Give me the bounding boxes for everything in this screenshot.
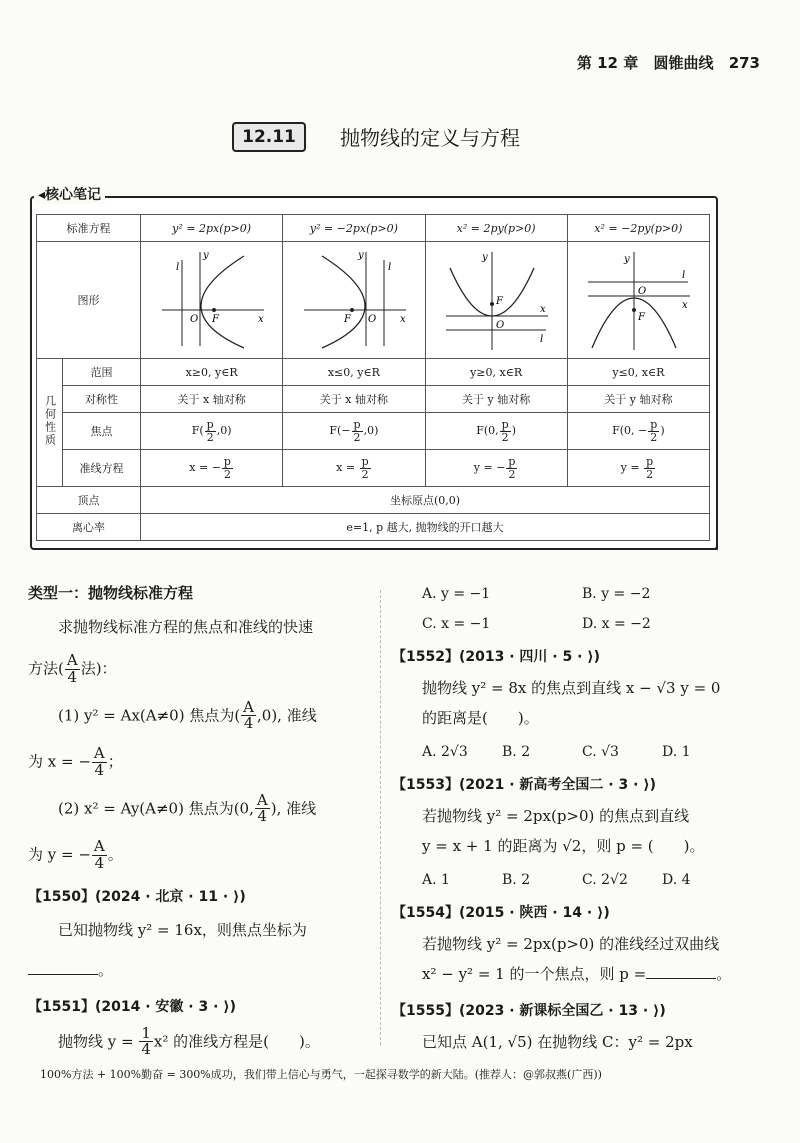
problem-1555-text-1: 已知点 A(1, √5) 在抛物线 C：y² = 2px <box>422 1033 693 1051</box>
option-b: B. 2 <box>502 744 531 760</box>
graph1-o-label: O <box>189 314 198 325</box>
type1-heading: 类型一：抛物线标准方程 <box>28 584 194 602</box>
type1-rule-1b: 为 x = − $\frac{A}{4}$ ； <box>28 744 123 779</box>
table-row-directrix <box>37 450 710 487</box>
graph-cell-3 <box>425 242 567 359</box>
problem-1552-options <box>422 744 772 760</box>
directrix-cell-3: y = − $\frac{p}{2}$ <box>425 450 567 487</box>
graph2-l-label: l <box>387 262 392 273</box>
row-label-directrix: 准线方程 <box>63 450 141 487</box>
focus-cell-1: F( $\frac{p}{2}$ ,0) <box>141 413 283 450</box>
graph3-l-label: l <box>540 334 544 345</box>
symmetry-cell-1: 关于 x 轴对称 <box>141 386 283 413</box>
problem-1551-options-row2 <box>422 616 772 632</box>
graph1-l-label: l <box>175 262 179 273</box>
graph4-y-label: y <box>624 254 631 265</box>
problem-1554-text-1: 若抛物线 y² = 2px(p>0) 的准线经过双曲线 <box>422 935 720 953</box>
range-cell-2: x≤0, y∈R <box>283 359 425 386</box>
vertex-cell: 坐标原点(0,0) <box>141 487 710 514</box>
problem-1552-text-1: 抛物线 y² = 8x 的焦点到直线 x − √3 y = 0 <box>422 679 721 697</box>
section-title: 抛物线的定义与方程 <box>340 126 520 150</box>
option-a: A. y = −1 <box>422 586 491 602</box>
page-number: 273 <box>728 54 760 72</box>
problem-1553-tag: 【1553】(2021 · 新高考全国二 · 3 · ⟩) <box>392 777 657 793</box>
chapter-number: 第 12 章 <box>576 54 639 72</box>
problem-1551-tag: 【1551】(2014 · 安徽 · 3 · ⟩) <box>28 998 237 1015</box>
equation-cell-1: y² = 2px(p>0) <box>141 215 283 242</box>
page-header <box>567 52 760 73</box>
graph4-x-label: x <box>682 300 689 311</box>
column-divider <box>380 590 381 1045</box>
directrix-cell-4: y = $\frac{p}{2}$ <box>567 450 709 487</box>
focus-cell-3: F(0, $\frac{p}{2}$ ) <box>425 413 567 450</box>
type1-intro-1: 求抛物线标准方程的焦点和准线的快速 <box>58 618 314 636</box>
option-b: B. 2 <box>502 872 531 888</box>
graph4-o-label: O <box>638 286 647 297</box>
problem-1552-text-2: 的距离是( )。 <box>422 709 539 727</box>
table-row-range <box>37 359 710 386</box>
graph-cell-2 <box>283 242 425 359</box>
eccentricity-cell: e=1, p 越大, 抛物线的开口越大 <box>141 514 710 541</box>
symmetry-cell-4: 关于 y 轴对称 <box>567 386 709 413</box>
option-d: D. 1 <box>662 744 691 760</box>
option-c: C. 2√2 <box>582 872 628 888</box>
row-label-ecc: 离心率 <box>37 514 141 541</box>
option-d: D. x = −2 <box>582 616 651 632</box>
problem-1553-options <box>422 872 772 888</box>
option-a: A. 2√3 <box>422 744 468 760</box>
range-cell-3: y≥0, x∈R <box>425 359 567 386</box>
geo-group-label: 几何性质 <box>37 359 63 487</box>
graph-cell-1 <box>141 242 283 359</box>
row-label-symmetry: 对称性 <box>63 386 141 413</box>
table-row-graph <box>37 242 710 359</box>
graph1-y-label: y <box>202 250 209 261</box>
table-row-focus <box>37 413 710 450</box>
option-c: C. √3 <box>582 744 619 760</box>
graph-cell-4 <box>567 242 709 359</box>
problem-1552-tag: 【1552】(2013 · 四川 · 5 · ⟩) <box>392 649 601 665</box>
answer-blank[interactable] <box>28 960 98 975</box>
table-row-symmetry <box>37 386 710 413</box>
parabola-properties-table <box>36 214 710 541</box>
type1-rule-1: (1) y² = Ax(A≠0) 焦点为( $\frac{A}{4}$ ,0), 准线 <box>58 697 317 733</box>
page-footer: 100%方法 + 100%勤奋 = 300%成功，我们带上信心与勇气，一起探寻数学的新大陆。(推荐人：@郭叔燕(广西)) <box>40 1068 602 1081</box>
row-label-graph: 图形 <box>37 242 141 359</box>
option-d: D. 4 <box>662 872 691 888</box>
graph3-f-label: F <box>496 296 504 307</box>
problem-1553-text-2: y = x + 1 的距离为 √2，则 p = ( )。 <box>422 837 705 855</box>
directrix-cell-1: x = − $\frac{p}{2}$ <box>141 450 283 487</box>
type1-rule-2b: 为 y = − $\frac{A}{4}$ 。 <box>28 837 123 872</box>
equation-cell-4: x² = −2py(p>0) <box>567 215 709 242</box>
graph2-x-label: x <box>399 314 406 325</box>
answer-blank[interactable] <box>646 964 716 979</box>
graph1-f-label: F <box>211 314 219 325</box>
table-row-equation <box>37 215 710 242</box>
range-cell-4: y≤0, x∈R <box>567 359 709 386</box>
focus-cell-2: F(− $\frac{p}{2}$ ,0) <box>283 413 425 450</box>
problem-1551-options-row1 <box>422 586 772 602</box>
core-notes-label: ◂核心笔记 <box>34 184 105 204</box>
graph4-f-label: F <box>638 312 646 323</box>
problem-1550-tag: 【1550】(2024 · 北京 · 11 · ⟩) <box>28 888 246 905</box>
focus-cell-4: F(0, − $\frac{p}{2}$ ) <box>567 413 709 450</box>
left-column <box>28 582 373 1072</box>
type1-intro-2: 方法( $\frac{A}{4}$ 法)： <box>28 651 117 686</box>
section-number: 12.11 <box>232 122 306 152</box>
graph4-l-label: l <box>682 270 686 281</box>
row-label-range: 范围 <box>63 359 141 386</box>
problem-1550-blank: 。 <box>28 958 373 982</box>
row-label-vertex: 顶点 <box>37 487 141 514</box>
parabola-graph-down <box>578 246 698 354</box>
type1-rule-2: (2) x² = Ay(A≠0) 焦点为(0, $\frac{A}{4}$ ), 准线 <box>58 790 317 826</box>
graph2-y-label: y <box>357 250 364 261</box>
problem-1551-text: 抛物线 y = $\frac{1}{4}$ x² 的准线方程是( )。 <box>58 1023 320 1059</box>
graph3-o-label: O <box>496 320 505 331</box>
symmetry-cell-3: 关于 y 轴对称 <box>425 386 567 413</box>
table-row-vertex <box>37 487 710 514</box>
problem-1550-text: 已知抛物线 y² = 16x，则焦点坐标为 <box>58 920 307 939</box>
parabola-graph-left <box>294 246 414 354</box>
graph2-o-label: O <box>367 314 377 325</box>
equation-cell-3: x² = 2py(p>0) <box>425 215 567 242</box>
equation-cell-2: y² = −2px(p>0) <box>283 215 425 242</box>
problem-1554-tag: 【1554】(2015 · 陕西 · 14 · ⟩) <box>392 905 610 921</box>
parabola-graph-right <box>152 246 272 354</box>
graph3-x-label: x <box>540 304 546 315</box>
directrix-cell-2: x = $\frac{p}{2}$ <box>283 450 425 487</box>
option-a: A. 1 <box>422 872 450 888</box>
parabola-graph-up <box>436 246 556 354</box>
table-row-eccentricity <box>37 514 710 541</box>
graph1-x-label: x <box>257 314 264 325</box>
graph2-f-label: F <box>343 314 351 325</box>
option-c: C. x = −1 <box>422 616 491 632</box>
symmetry-cell-2: 关于 x 轴对称 <box>283 386 425 413</box>
graph3-y-label: y <box>482 252 488 263</box>
right-column <box>392 582 772 1068</box>
problem-1553-text-1: 若抛物线 y² = 2px(p>0) 的焦点到直线 <box>422 807 690 825</box>
option-b: B. y = −2 <box>582 586 651 602</box>
problem-1555-tag: 【1555】(2023 · 新课标全国乙 · 13 · ⟩) <box>392 1003 666 1019</box>
problem-1554-text-2: x² − y² = 1 的一个焦点，则 p = 。 <box>422 965 732 983</box>
chapter-title: 圆锥曲线 <box>653 54 714 72</box>
row-label-focus: 焦点 <box>63 413 141 450</box>
range-cell-1: x≥0, y∈R <box>141 359 283 386</box>
row-label-equation: 标准方程 <box>37 215 141 242</box>
